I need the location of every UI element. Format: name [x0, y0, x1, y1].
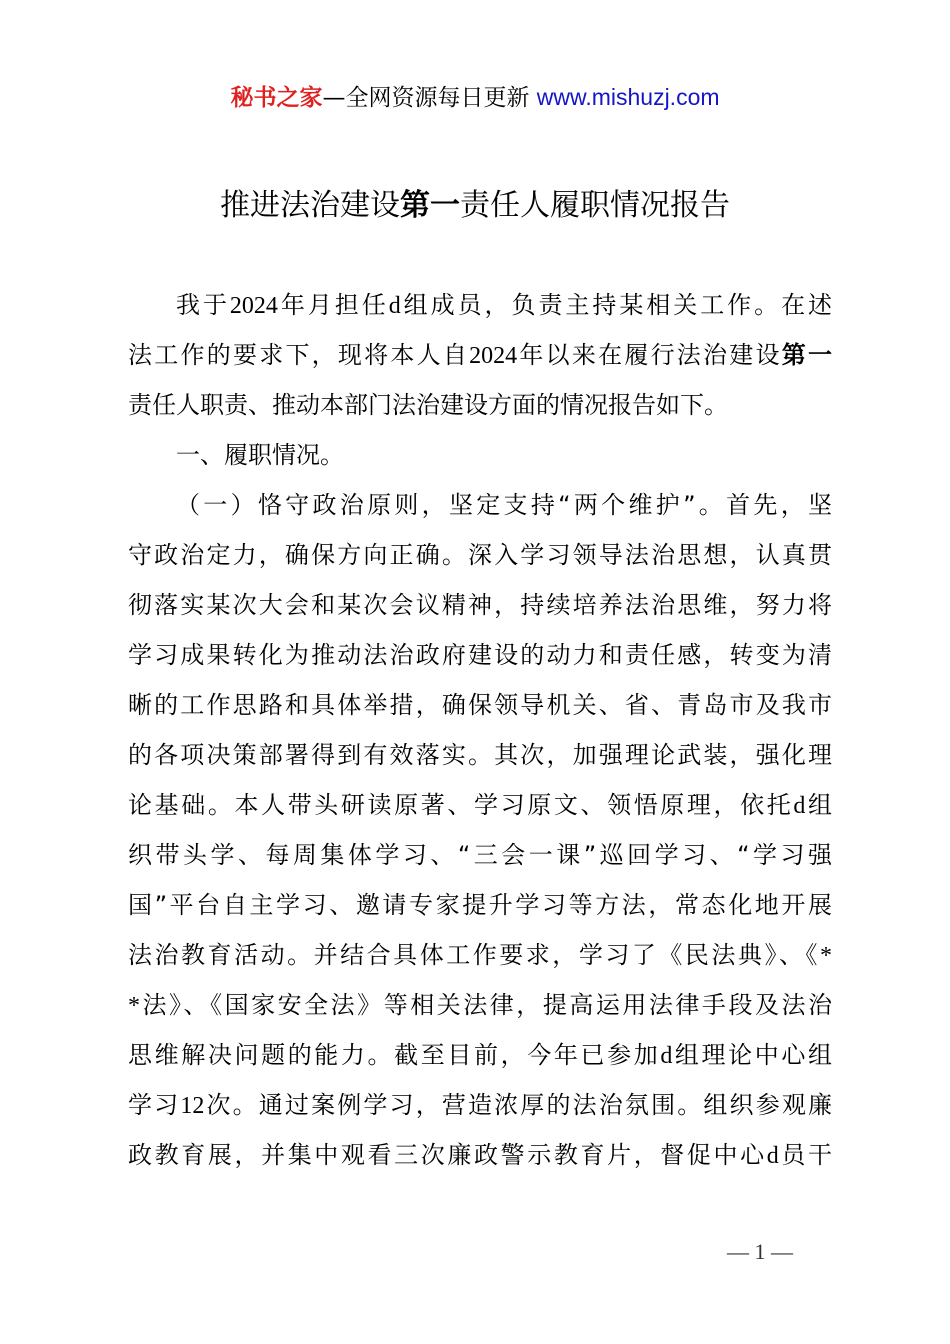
paragraph-line: 守政治定力，确保方向正确。深入学习领导法治思想，认真贯: [128, 541, 832, 569]
title-part-2: 责任人履职情况报告: [460, 188, 730, 223]
title-part-1: 推进法治建设: [220, 188, 400, 223]
banner-tagline: —全网资源每日更新: [322, 85, 537, 111]
section-heading: 一、履职情况。: [176, 441, 344, 469]
paragraph-line: 我于2024年月担任d组成员，负责主持某相关工作。在述: [176, 291, 832, 319]
paragraph-line: 彻落实某次大会和某次会议精神，持续培养法治思维，努力将: [128, 591, 832, 619]
paragraph-line: 法工作的要求下，现将本人自2024年以来在履行法治建设第一: [128, 341, 832, 369]
paragraph-line: 法治教育活动。并结合具体工作要求，学习了《民法典》、《*: [128, 941, 832, 969]
paragraph-line: 思维解决问题的能力。截至目前，今年已参加d组理论中心组: [128, 1041, 832, 1069]
paragraph-line: 的各项决策部署得到有效落实。其次，加强理论武装，强化理: [128, 741, 832, 769]
paragraph-line: 织带头学、每周集体学习、“三会一课”巡回学习、“学习强: [128, 841, 832, 869]
paragraph-line: 晰的工作思路和具体举措，确保领导机关、省、青岛市及我市: [128, 691, 832, 719]
paragraph-line: （一）恪守政治原则，坚定支持“两个维护”。首先，坚: [176, 491, 832, 519]
paragraph-line: 责任人职责、推动本部门法治建设方面的情况报告如下。: [128, 391, 728, 419]
paragraph-line: 学习成果转化为推动法治政府建设的动力和责任感，转变为清: [128, 641, 832, 669]
paragraph-line: 论基础。本人带头研读原著、学习原文、领悟原理，依托d组: [128, 791, 832, 819]
page-number: — 1 —: [727, 1239, 793, 1264]
document-title: [0, 186, 950, 226]
brand-name: 秘书之家: [230, 85, 323, 111]
site-banner: [0, 82, 950, 113]
paragraph-line: 国”平台自主学习、邀请专家提升学习等方法，常态化地开展: [128, 891, 832, 919]
site-url-link[interactable]: www.mishuzj.com: [536, 84, 720, 110]
paragraph-line: 学习12次。通过案例学习，营造浓厚的法治氛围。组织参观廉: [128, 1091, 832, 1119]
paragraph-line: *法》、《国家安全法》等相关法律，提高运用法律手段及法治: [128, 991, 832, 1019]
paragraph-line: 政教育展，并集中观看三次廉政警示教育片，督促中心d员干: [128, 1141, 832, 1169]
title-bold-part: 第一: [400, 188, 460, 223]
